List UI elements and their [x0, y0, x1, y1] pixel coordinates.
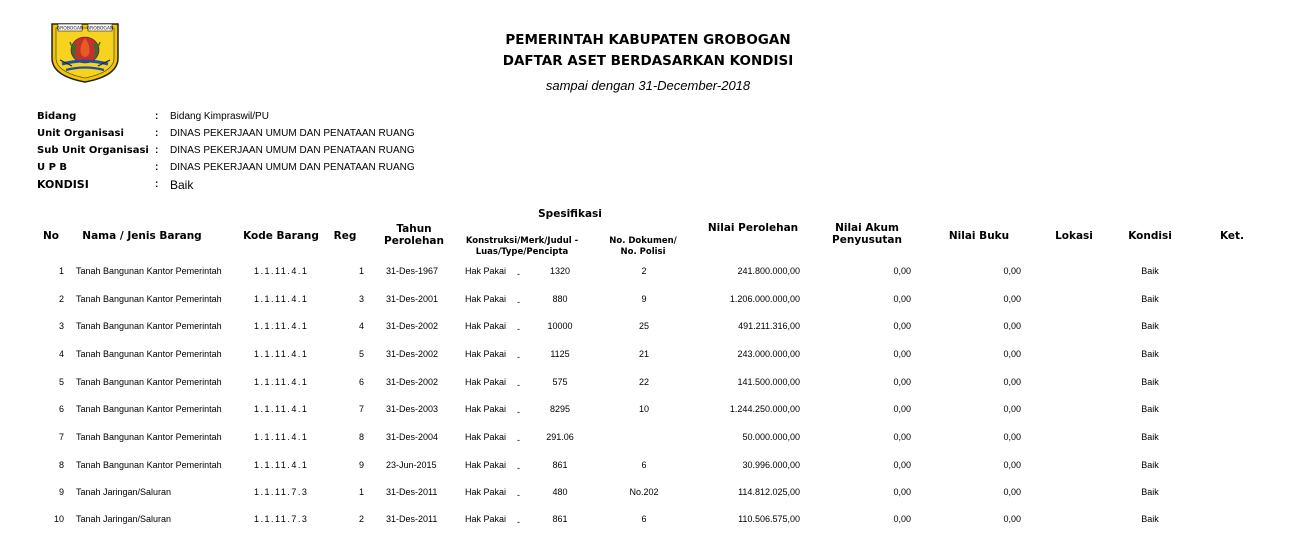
cell-dokumen: 10 [638, 404, 649, 414]
cell-reg: 2 [358, 514, 364, 524]
cell-hak: Hak Pakai [465, 404, 507, 414]
meta-value: Bidang Kimpraswil/PU [170, 111, 269, 122]
meta-row-unit-organisasi [37, 125, 415, 142]
cell-nilai-akum: 0,00 [893, 294, 911, 304]
header-ket: Ket. [1219, 230, 1245, 242]
cell-no: 1 [58, 266, 64, 276]
cell-nilai-akum: 0,00 [893, 377, 911, 387]
cell-dash: - [517, 352, 520, 362]
cell-nama: Tanah Jaringan/Saluran [76, 487, 172, 497]
header-konstruksi [460, 236, 584, 258]
header-tahun-line1: Tahun [396, 223, 432, 235]
cell-reg: 1 [358, 487, 364, 497]
meta-key: Bidang [37, 111, 77, 122]
cell-no: 8 [58, 460, 64, 470]
cell-kondisi: Baik [1141, 487, 1159, 497]
cell-dash: - [517, 269, 520, 279]
cell-nama: Tanah Bangunan Kantor Pemerintah [76, 377, 222, 387]
cell-nilai-akum: 0,00 [893, 432, 911, 442]
header-reg: Reg [333, 230, 357, 242]
cell-reg: 7 [358, 404, 364, 414]
cell-dash: - [517, 297, 520, 307]
cell-tahun: 31-Des-2002 [386, 377, 439, 387]
meta-value: DINAS PEKERJAAN UMUM DAN PENATAAN RUANG [170, 145, 415, 156]
table-row [0, 266, 1297, 280]
header-nama: Nama / Jenis Barang [82, 230, 202, 242]
cell-kode: 1.1.11.4.1 [254, 266, 309, 276]
cell-nilai-buku: 0,00 [1003, 404, 1021, 414]
svg-text:GROBOGAN: GROBOGAN [86, 26, 114, 32]
cell-luas: 480 [552, 487, 568, 497]
cell-luas: 880 [552, 294, 568, 304]
cell-kondisi: Baik [1141, 432, 1159, 442]
cell-dokumen: 6 [641, 514, 647, 524]
cell-kode: 1.1.11.7.3 [254, 487, 309, 497]
cell-hak: Hak Pakai [465, 321, 507, 331]
cell-nilai-akum: 0,00 [893, 487, 911, 497]
cell-tahun: 31-Des-2003 [386, 404, 439, 414]
meta-row-bidang [37, 108, 415, 125]
cell-dokumen: 9 [641, 294, 647, 304]
header-kondisi: Kondisi [1128, 230, 1172, 242]
cell-nilai-akum: 0,00 [893, 514, 911, 524]
cell-kode: 1.1.11.4.1 [254, 321, 309, 331]
cell-luas: 861 [552, 460, 568, 470]
cell-dash: - [517, 517, 520, 527]
cell-nama: Tanah Bangunan Kantor Pemerintah [76, 404, 222, 414]
cell-nilai-akum: 0,00 [893, 404, 911, 414]
svg-text:GROBOGAN: GROBOGAN [56, 26, 84, 32]
cell-nama: Tanah Bangunan Kantor Pemerintah [76, 266, 222, 276]
cell-no: 10 [53, 514, 64, 524]
cell-tahun: 31-Des-2001 [386, 294, 439, 304]
meta-key: Sub Unit Organisasi [37, 145, 149, 156]
cell-dokumen: 25 [638, 321, 649, 331]
meta-colon: : [155, 128, 159, 139]
meta-row-sub-unit-organisasi [37, 142, 415, 159]
cell-reg: 9 [358, 460, 364, 470]
header-akum-line2: Penyusutan [832, 234, 902, 246]
cell-reg: 5 [358, 349, 364, 359]
cell-nilai-perolehan: 243.000.000,00 [737, 349, 800, 359]
table-row [0, 460, 1297, 474]
cell-no: 7 [58, 432, 64, 442]
cell-nilai-buku: 0,00 [1003, 377, 1021, 387]
table-row [0, 294, 1297, 308]
cell-nilai-buku: 0,00 [1003, 349, 1021, 359]
header-nilai-buku: Nilai Buku [948, 230, 1010, 242]
table-row [0, 487, 1297, 501]
cell-kondisi: Baik [1141, 266, 1159, 276]
cell-luas: 1125 [550, 349, 570, 359]
cell-nama: Tanah Jaringan/Saluran [76, 514, 172, 524]
cell-luas: 575 [552, 377, 568, 387]
cell-no: 6 [58, 404, 64, 414]
cell-kondisi: Baik [1141, 349, 1159, 359]
header-kode: Kode Barang [243, 230, 319, 242]
cell-kondisi: Baik [1141, 321, 1159, 331]
header-tahun [380, 223, 448, 247]
meta-value: DINAS PEKERJAAN UMUM DAN PENATAAN RUANG [170, 128, 415, 139]
cell-tahun: 31-Des-2002 [386, 349, 439, 359]
cell-kondisi: Baik [1141, 294, 1159, 304]
cell-nilai-perolehan: 30.996.000,00 [742, 460, 800, 470]
meta-value: Baik [170, 177, 194, 192]
cell-nilai-buku: 0,00 [1003, 460, 1021, 470]
cell-dokumen: 2 [641, 266, 647, 276]
cell-nilai-akum: 0,00 [893, 460, 911, 470]
cell-hak: Hak Pakai [465, 377, 507, 387]
cell-no: 3 [58, 321, 64, 331]
cell-luas: 8295 [549, 404, 571, 414]
header-spesifikasi: Spesifikasi [538, 208, 602, 220]
cell-nilai-perolehan: 50.000.000,00 [742, 432, 800, 442]
cell-nilai-akum: 0,00 [893, 349, 911, 359]
meta-key: U P B [37, 162, 68, 173]
cell-dash: - [517, 490, 520, 500]
cell-nilai-buku: 0,00 [1003, 432, 1021, 442]
cell-nilai-akum: 0,00 [893, 266, 911, 276]
cell-tahun: 31-Des-2011 [386, 514, 438, 524]
cell-kondisi: Baik [1141, 404, 1159, 414]
cell-nilai-buku: 0,00 [1003, 266, 1021, 276]
cell-reg: 1 [358, 266, 364, 276]
cell-dash: - [517, 435, 520, 445]
cell-hak: Hak Pakai [465, 432, 507, 442]
cell-kode: 1.1.11.7.3 [254, 514, 309, 524]
header-dokumen-line2: No. Polisi [620, 247, 666, 257]
cell-dash: - [517, 463, 520, 473]
cell-nilai-perolehan: 1.206.000.000,00 [729, 294, 800, 304]
table-row [0, 321, 1297, 335]
cell-nama: Tanah Bangunan Kantor Pemerintah [76, 349, 222, 359]
report-period: sampai dengan 31-December-2018 [545, 78, 751, 93]
cell-no: 5 [58, 377, 64, 387]
cell-kode: 1.1.11.4.1 [254, 377, 309, 387]
cell-hak: Hak Pakai [465, 294, 507, 304]
cell-nilai-perolehan: 110.506.575,00 [738, 514, 800, 524]
header-lokasi: Lokasi [1055, 230, 1093, 242]
cell-reg: 6 [358, 377, 364, 387]
cell-no: 2 [58, 294, 64, 304]
cell-kondisi: Baik [1141, 514, 1159, 524]
cell-hak: Hak Pakai [465, 349, 507, 359]
header-akum-line1: Nilai Akum [835, 222, 899, 234]
header-konstruksi-line1: Konstruksi/Merk/Judul - [465, 236, 579, 246]
report-meta [37, 108, 415, 193]
cell-reg: 3 [358, 294, 364, 304]
cell-kondisi: Baik [1141, 460, 1159, 470]
cell-kondisi: Baik [1141, 377, 1159, 387]
title-line-2: DAFTAR ASET BERDASARKAN KONDISI [502, 53, 794, 69]
meta-row-upb [37, 159, 415, 176]
header-dokumen-line1: No. Dokumen/ [609, 236, 677, 246]
cell-hak: Hak Pakai [465, 460, 507, 470]
cell-no: 9 [58, 487, 64, 497]
cell-tahun: 31-Des-2002 [386, 321, 439, 331]
meta-key: KONDISI [37, 178, 89, 191]
title-line-1: PEMERINTAH KABUPATEN GROBOGAN [505, 32, 791, 48]
cell-tahun: 31-Des-2004 [386, 432, 439, 442]
header-nilai-perolehan: Nilai Perolehan [707, 222, 799, 234]
cell-nama: Tanah Bangunan Kantor Pemerintah [76, 294, 222, 304]
cell-luas: 1320 [549, 266, 571, 276]
meta-value: DINAS PEKERJAAN UMUM DAN PENATAAN RUANG [170, 162, 415, 173]
cell-hak: Hak Pakai [465, 487, 507, 497]
cell-nilai-buku: 0,00 [1003, 487, 1021, 497]
meta-colon: : [155, 111, 159, 122]
cell-dash: - [517, 407, 520, 417]
cell-tahun: 31-Des-2011 [386, 487, 438, 497]
meta-colon: : [155, 179, 159, 190]
table-row [0, 432, 1297, 446]
header-tahun-line2: Perolehan [384, 235, 444, 247]
table-row [0, 377, 1297, 391]
cell-reg: 8 [358, 432, 364, 442]
cell-kode: 1.1.11.4.1 [254, 294, 309, 304]
cell-nilai-buku: 0,00 [1003, 321, 1021, 331]
cell-kode: 1.1.11.4.1 [254, 404, 309, 414]
cell-nilai-perolehan: 241.800.000,00 [737, 266, 800, 276]
cell-dokumen: 21 [638, 349, 649, 359]
cell-nilai-perolehan: 141.500.000,00 [737, 377, 800, 387]
cell-luas: 861 [552, 514, 568, 524]
header-nilai-akum [822, 222, 912, 246]
grobogan-emblem-icon [48, 18, 122, 84]
meta-colon: : [155, 162, 159, 173]
meta-row-kondisi [37, 176, 415, 193]
cell-nilai-perolehan: 491.211.316,00 [738, 321, 800, 331]
cell-nilai-akum: 0,00 [893, 321, 911, 331]
cell-no: 4 [58, 349, 64, 359]
cell-dash: - [517, 324, 520, 334]
header-dokumen [600, 236, 686, 258]
cell-dash: - [517, 380, 520, 390]
header-no: No [42, 230, 59, 242]
cell-nilai-buku: 0,00 [1003, 514, 1021, 524]
cell-nama: Tanah Bangunan Kantor Pemerintah [76, 432, 222, 442]
table-row [0, 514, 1297, 528]
cell-nilai-perolehan: 1.244.250.000,00 [729, 404, 800, 414]
report-title [400, 30, 896, 94]
meta-colon: : [155, 145, 159, 156]
header-konstruksi-line2: Luas/Type/Pencipta [475, 247, 569, 257]
meta-key: Unit Organisasi [37, 128, 124, 139]
cell-nama: Tanah Bangunan Kantor Pemerintah [76, 460, 222, 470]
cell-kode: 1.1.11.4.1 [254, 349, 309, 359]
cell-kode: 1.1.11.4.1 [254, 432, 309, 442]
cell-luas: 10000 [547, 321, 573, 331]
table-row [0, 349, 1297, 363]
cell-nama: Tanah Bangunan Kantor Pemerintah [76, 321, 222, 331]
cell-kode: 1.1.11.4.1 [254, 460, 309, 470]
cell-tahun: 31-Des-1967 [386, 266, 439, 276]
cell-dokumen: 22 [638, 377, 649, 387]
table-row [0, 404, 1297, 418]
cell-dokumen: 6 [641, 460, 647, 470]
cell-reg: 4 [358, 321, 364, 331]
cell-nilai-buku: 0,00 [1003, 294, 1021, 304]
cell-nilai-perolehan: 114.812.025,00 [738, 487, 800, 497]
cell-hak: Hak Pakai [465, 266, 507, 276]
cell-hak: Hak Pakai [465, 514, 507, 524]
cell-tahun: 23-Jun-2015 [386, 460, 437, 470]
cell-dokumen: No.202 [629, 487, 659, 497]
cell-luas: 291.06 [546, 432, 574, 442]
